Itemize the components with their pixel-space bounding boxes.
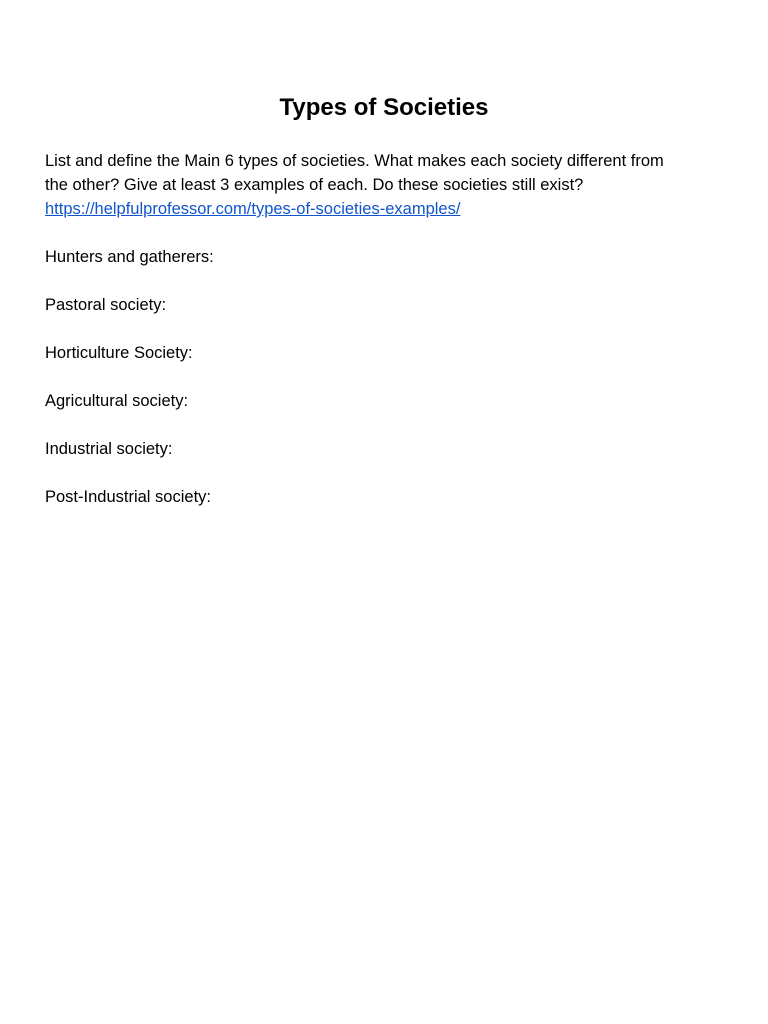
- reference-link[interactable]: https://helpfulprofessor.com/types-of-societies-examples/: [45, 200, 461, 218]
- instructions-line-1: List and define the Main 6 types of societies. What makes each society different from: [45, 152, 664, 170]
- page-title: Types of Societies: [279, 94, 489, 121]
- prompt-industrial-society: Industrial society:: [45, 440, 173, 458]
- prompt-pastoral-society: Pastoral society:: [45, 296, 167, 314]
- prompt-horticulture-society: Horticulture Society:: [45, 344, 193, 362]
- instructions-paragraph: [45, 149, 735, 221]
- instructions-line-2: the other? Give at least 3 examples of each. Do these societies still exist?: [45, 176, 584, 194]
- prompt-post-industrial-society: Post-Industrial society:: [45, 488, 211, 506]
- prompt-agricultural-society: Agricultural society:: [45, 392, 189, 410]
- prompt-hunters-gatherers: Hunters and gatherers:: [45, 248, 214, 266]
